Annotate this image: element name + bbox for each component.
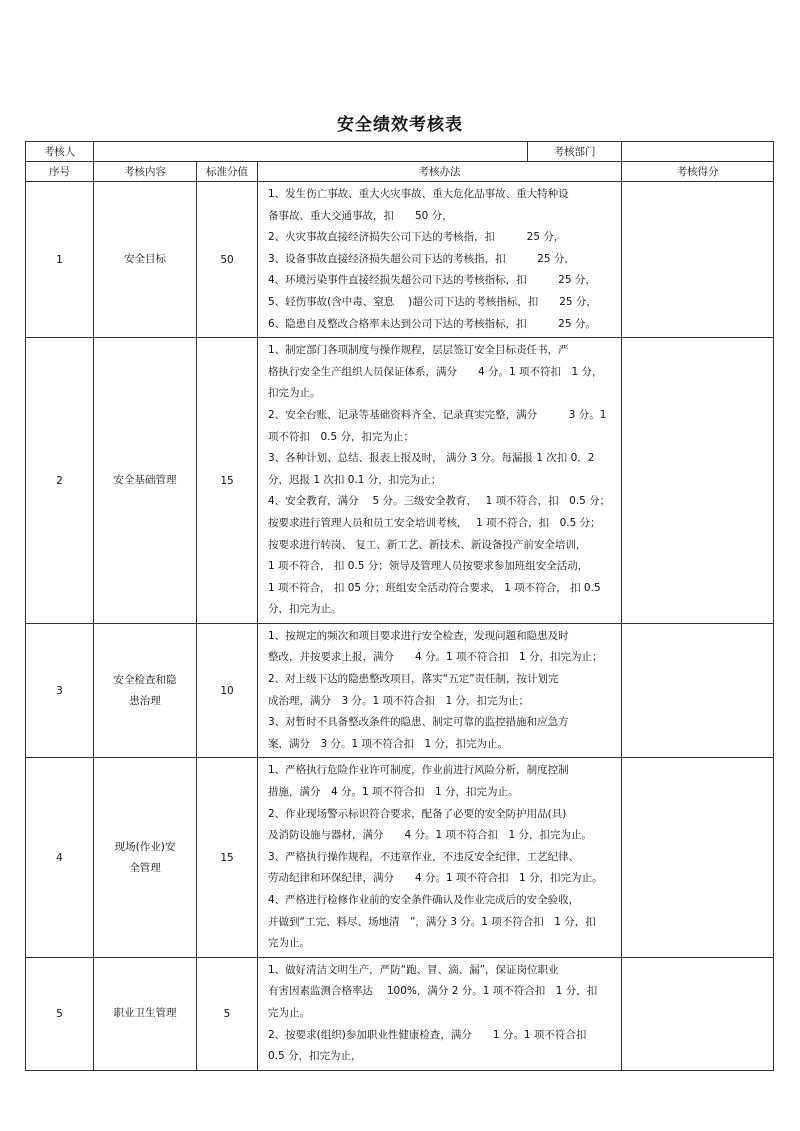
meta-row — [26, 142, 774, 162]
assessment-method — [258, 338, 622, 624]
table-row — [26, 338, 774, 624]
standard-score: 15 — [197, 758, 258, 957]
table-row — [26, 182, 774, 338]
standard-score: 50 — [197, 182, 258, 338]
standard-score: 10 — [197, 623, 258, 758]
method-line: 6、隐患自及整改合格率未达到公司下达的考核指标，扣 25 分。 — [268, 317, 596, 330]
method-line: 2、作业现场警示标识符合要求，配备了必要的安全防护用品(具) — [268, 807, 567, 820]
content-line: 全管理 — [129, 861, 161, 874]
method-line: 项不符扣 0.5 分，扣完为止； — [268, 430, 415, 443]
method-line: 备事故、重大交通事故，扣 50 分， — [268, 209, 453, 222]
method-line: 1、严格执行危险作业许可制度，作业前进行风险分析，制度控制 — [268, 764, 569, 777]
score-result-cell[interactable] — [622, 182, 774, 338]
header-method: 考核办法 — [258, 162, 622, 182]
method-line: 5、轻伤事故(含中毒、窒息 )超公司下达的考核指标，扣 25 分， — [268, 295, 597, 308]
method-line: 3、设备事故直接经济损失超公司下达的考核指，扣 25 分， — [268, 252, 575, 265]
table-row — [26, 957, 774, 1070]
assessment-content — [94, 758, 197, 957]
table-row — [26, 623, 774, 758]
row-number: 3 — [26, 623, 94, 758]
page-title: 安全绩效考核表 — [337, 115, 463, 135]
header-no: 序号 — [26, 162, 94, 182]
assessment-content — [94, 182, 197, 338]
row-number: 1 — [26, 182, 94, 338]
header-content: 考核内容 — [94, 162, 197, 182]
method-line: 劳动纪律和环保纪律，满分 4 分。1 项不符合扣 1 分，扣完为止。 — [268, 872, 603, 885]
row-number: 4 — [26, 758, 94, 957]
content-line: 职业卫生管理 — [113, 1007, 177, 1020]
method-line: 完为止。 — [268, 937, 310, 950]
content-line: 现场(作业)安 — [114, 840, 176, 853]
score-result-cell[interactable] — [622, 623, 774, 758]
method-line: 2、火灾事故直接经济损失公司下达的考核指，扣 25 分， — [268, 231, 565, 244]
method-line: 1 项不符合， 扣 05 分；班组安全活动符合要求， 1 项不符合， 扣 0.5 — [268, 581, 601, 594]
assessment-method — [258, 623, 622, 758]
method-line: 分，迟报 1 次扣 0.1 分，扣完为止； — [268, 473, 442, 486]
method-line: 3、各种计划、总结、报表上报及时， 满分 3 分。每漏报 1 次扣 0．2 — [268, 452, 595, 465]
method-line: 及消防设施与器材，满分 4 分。1 项不符合扣 1 分，扣完为止。 — [268, 829, 593, 842]
method-line: 格执行安全生产组织人员保证体系，满分 4 分。1 项不符扣 1 分， — [268, 365, 603, 378]
row-number: 5 — [26, 957, 94, 1070]
method-line: 1、按规定的频次和项目要求进行安全检查，发现问题和隐患及时 — [268, 629, 569, 642]
method-line: 分，扣完为止。 — [268, 603, 342, 616]
method-line: 整改，并按要求上报，满分 4 分。1 项不符合扣 1 分，扣完为止； — [268, 651, 603, 664]
assessment-content — [94, 623, 197, 758]
method-line: 1、做好清洁文明生产，严防“跑、冒、滴、漏”，保证岗位职业 — [268, 963, 559, 976]
header-row — [26, 162, 774, 182]
method-line: 按要求进行转岗、 复工、新工艺、新技术、新设备投产前安全培训， — [268, 538, 587, 551]
content-line: 安全检查和隐 — [113, 673, 177, 686]
method-line: 2、对上级下达的隐患整改项目，落实“五定”责任制，按计划完 — [268, 673, 559, 686]
method-line: 4、严格进行检修作业前的安全条件确认及作业完成后的安全验收， — [268, 894, 580, 906]
method-line: 4、安全教育，满分 5 分。三级安全教育， 1 项不符合，扣 0.5 分； — [268, 495, 611, 508]
method-line: 0.5 分，扣完为止， — [268, 1050, 362, 1063]
score-result-cell[interactable] — [622, 957, 774, 1070]
row-number: 2 — [26, 338, 94, 624]
score-result-cell[interactable] — [622, 338, 774, 624]
method-line: 2、按要求(组织)参加职业性健康检查，满分 1 分。1 项不符合扣 — [268, 1028, 587, 1041]
assessor-label: 考核人 — [26, 142, 94, 162]
standard-score: 5 — [197, 957, 258, 1070]
score-result-cell[interactable] — [622, 758, 774, 957]
method-line: 1、发生伤亡事故、重大火灾事故、重大危化品事故、重大特种设 — [268, 188, 569, 200]
dept-label: 考核部门 — [528, 142, 622, 162]
assessor-value-cell[interactable] — [94, 142, 528, 162]
method-line: 2、安全台账、记录等基础资料齐全、记录真实完整，满分 3 分。1 — [268, 408, 607, 421]
method-line: 1、制定部门各项制度与操作规程，层层签订安全目标责任书，严 — [268, 344, 569, 357]
method-line: 案，满分 3 分。1 项不符合扣 1 分，扣完为止。 — [268, 737, 509, 750]
content-line: 患治理 — [129, 694, 161, 707]
method-line: 3、严格执行操作规程，不违章作业，不违反安全纪律、工艺纪律、 — [268, 850, 580, 863]
assessment-table — [25, 141, 774, 1071]
assessment-method — [258, 182, 622, 338]
standard-score: 15 — [197, 338, 258, 624]
assessment-method — [258, 758, 622, 957]
method-line: 成治理，满分 3 分。1 项不符合扣 1 分，扣完为止； — [268, 694, 530, 707]
header-score: 标准分值 — [197, 162, 258, 182]
method-line: 4、环境污染事件直接经损失超公司下达的考核指标，扣 25 分， — [268, 274, 596, 287]
method-line: 措施，满分 4 分。1 项不符合扣 1 分，扣完为止。 — [268, 786, 519, 799]
method-line: 有害因素监测合格率达 100%，满分 2 分。1 项不符合扣 1 分，扣 — [268, 985, 598, 998]
method-line: 完为止。 — [268, 1006, 310, 1019]
method-line: 3、对暂时不具备整改条件的隐患、制定可靠的监控措施和应急方 — [268, 716, 569, 729]
method-line: 并做到“工完、料尽、场地清 ”，满分 3 分。1 项不符合扣 1 分，扣 — [268, 915, 596, 928]
assessment-method — [258, 957, 622, 1070]
content-line: 安全基础管理 — [113, 474, 177, 487]
assessment-content — [94, 338, 197, 624]
table-row — [26, 758, 774, 957]
dept-value-cell[interactable] — [622, 142, 774, 162]
method-line: 1 项不符合， 扣 0.5 分；领导及管理人员按要求参加班组安全活动， — [268, 560, 589, 573]
assessment-content — [94, 957, 197, 1070]
content-line: 安全目标 — [124, 253, 166, 266]
header-result: 考核得分 — [622, 162, 774, 182]
method-line: 扣完为止。 — [268, 387, 321, 400]
method-line: 按要求进行管理人员和员工安全培训考核， 1 项不符合，扣 0.5 分； — [268, 516, 601, 529]
